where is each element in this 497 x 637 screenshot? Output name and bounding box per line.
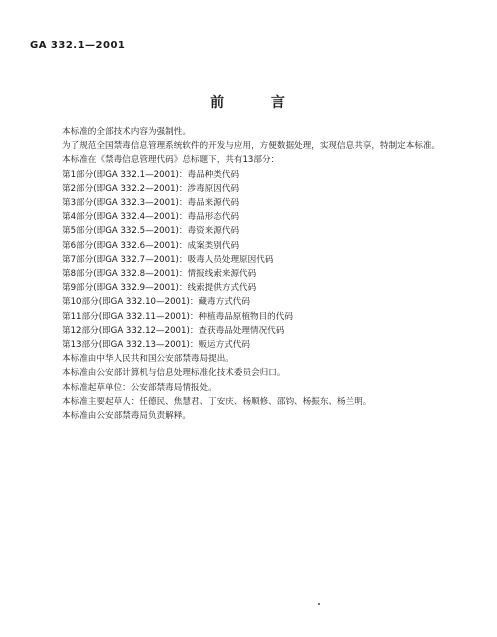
standard-code: GA 332.1—2001: [30, 40, 126, 51]
closing-line-drafting-unit: 本标准起草单位：公安部禁毒局情报处。: [62, 382, 217, 393]
paragraph-2: 为了规范全国禁毒信息管理系统软件的开发与应用，方便数据处理，实现信息共享，特制定本标准。: [62, 141, 441, 152]
paragraph-3: 本标准在《禁毒信息管理代码》总标题下，共有13部分：: [62, 155, 280, 166]
part-item: 第5部分(即GA 332.5—2001)：毒资来源代码: [62, 226, 240, 237]
part-item: 第10部分(即GA 332.10—2001)：藏毒方式代码: [62, 297, 250, 308]
closing-line-drafters: 本标准主要起草人：任德民、焦慧君、丁安庆、杨顺修、邵钧、杨振东、杨兰明。: [62, 396, 372, 407]
part-item: 第3部分(即GA 332.3—2001)：毒品来源代码: [62, 198, 240, 209]
closing-line-committee: 本标准由公安部计算机与信息处理标准化技术委员会归口。: [62, 368, 286, 379]
part-item: 第13部分(即GA 332.13—2001)：贩运方式代码: [62, 340, 250, 351]
part-item: 第2部分(即GA 332.2—2001)：涉毒原因代码: [62, 183, 240, 194]
part-item: 第4部分(即GA 332.4—2001)：毒品形态代码: [62, 212, 240, 223]
closing-line-proposer: 本标准由中华人民共和国公安部禁毒局提出。: [62, 354, 234, 365]
part-item: 第1部分(即GA 332.1—2001)：毒品种类代码: [62, 169, 240, 180]
page-title: 前 言: [210, 95, 287, 111]
part-item: 第12部分(即GA 332.12—2001)：查获毒品处理情况代码: [62, 325, 285, 336]
part-item: 第9部分(即GA 332.9—2001)：线索提供方式代码: [62, 283, 257, 294]
closing-line-interpretation: 本标准由公安部禁毒局负责解释。: [62, 411, 191, 422]
part-item: 第6部分(即GA 332.6—2001)：成案类别代码: [62, 240, 240, 251]
part-item: 第8部分(即GA 332.8—2001)：情报线索来源代码: [62, 269, 257, 280]
paragraph-1: 本标准的全部技术内容为强制性。: [62, 127, 191, 137]
foreword-body: [62, 125, 482, 423]
part-item: 第11部分(即GA 332.11—2001)：种植毒品原植物目的代码: [62, 311, 293, 322]
scan-speck: [318, 603, 320, 605]
part-item: 第7部分(即GA 332.7—2001)：吸毒人员处理原因代码: [62, 254, 274, 265]
